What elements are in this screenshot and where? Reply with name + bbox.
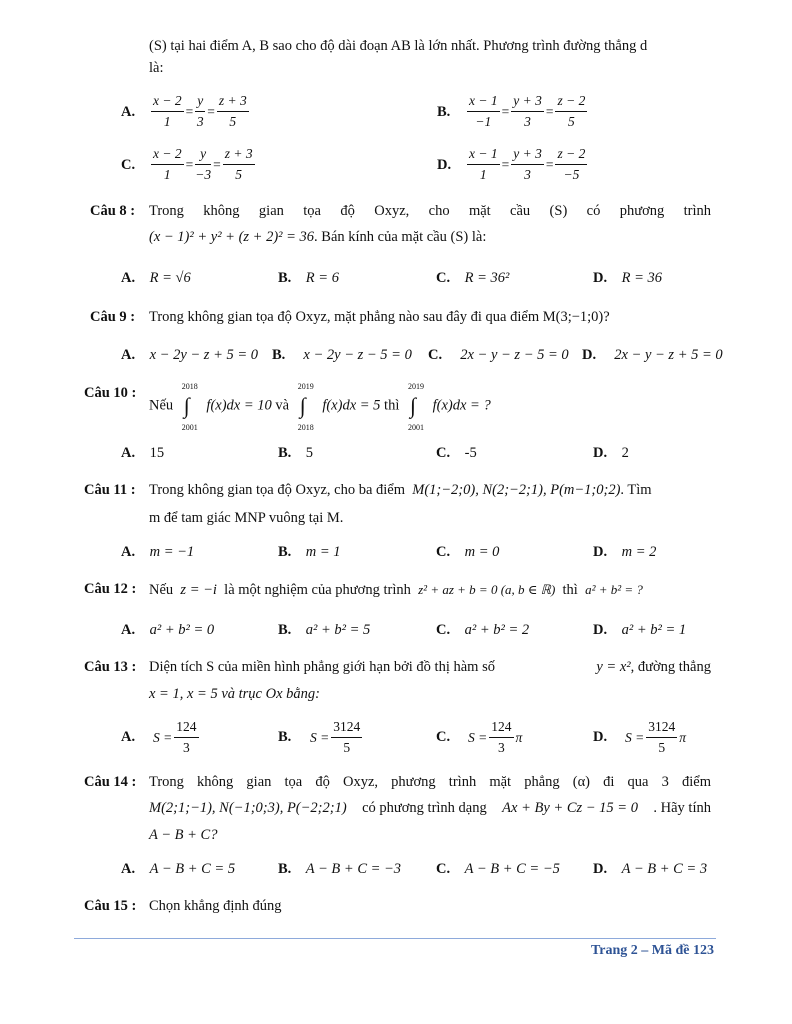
q8-text-line1: Trong không gian tọa độ Oxyz, cho mặt cầu (S) có phương trình — [149, 203, 711, 219]
q13-text-line1: Diện tích S của miền hình phẳng giới hạn bởi đồ thị hàm số y = x², đường thẳng — [149, 659, 711, 675]
q12-option-a[interactable]: A. a² + b² = 0 — [121, 622, 215, 638]
q11-option-b[interactable]: B. m = 1 — [278, 544, 341, 560]
q8-option-b[interactable]: B. R = 6 — [278, 270, 339, 286]
q14-text-line3: A − B + C? — [149, 827, 218, 843]
q13-number: Câu 13 : — [84, 659, 137, 675]
q14-text-line1: Trong không gian tọa độ Oxyz, phương trình mặt phẳng (α) đi qua 3 điểm — [149, 774, 711, 790]
q15-text: Chọn khẳng định đúng — [149, 898, 282, 914]
q9-option-d[interactable]: D. 2x − y − z + 5 = 0 — [582, 347, 723, 363]
q14-option-c[interactable]: C. A − B + C = −5 — [436, 861, 560, 877]
q11-number: Câu 11 : — [84, 482, 136, 498]
integral-sign-3: 2019 ∫ 2001 — [407, 382, 424, 432]
q14-option-d[interactable]: D. A − B + C = 3 — [593, 861, 708, 877]
q8-equation-rest: . Bán kính của mặt cầu (S) là: — [314, 229, 487, 245]
q10-option-d[interactable]: D. 2 — [593, 445, 629, 461]
q10-number: Câu 10 : — [84, 385, 137, 401]
q13-text-line2: x = 1, x = 5 và trục Ox bằng: — [149, 686, 320, 702]
q10-option-a[interactable]: A. 15 — [121, 445, 165, 461]
page-footer: Trang 2 – Mã đề 123 — [590, 943, 714, 958]
q9-number: Câu 9 : — [90, 309, 136, 325]
q11-option-a[interactable]: A. m = −1 — [121, 544, 195, 560]
q7-text-line2: là: — [149, 60, 164, 76]
q15-number: Câu 15 : — [84, 898, 137, 914]
integral-sign-2: 2019 ∫ 2018 — [297, 382, 314, 432]
q14-text-line2: M(2;1;−1), N(−1;0;3), P(−2;2;1) có phương trình dạng Ax + By + Cz − 15 = 0 . Hãy tính — [149, 800, 711, 816]
q12-option-b[interactable]: B. a² + b² = 5 — [278, 622, 371, 638]
q12-option-d[interactable]: D. a² + b² = 1 — [593, 622, 687, 638]
q8-option-d[interactable]: D. R = 36 — [593, 270, 663, 286]
q9-option-a[interactable]: A. x − 2y − z + 5 = 0 — [121, 347, 259, 363]
q8-equation: (x − 1)² + y² + (z + 2)² = 36 — [149, 229, 315, 245]
q9-text: Trong không gian tọa độ Oxyz, mặt phẳng nào sau đây đi qua điểm M(3;−1;0)? — [149, 309, 610, 325]
q12-text: Nếu z = −i là một nghiệm của phương trình z² + az + b = 0 (a, b ∈ ℝ) thì a² + b² = ? — [149, 582, 643, 598]
q10-option-b[interactable]: B. 5 — [278, 445, 314, 461]
q11-text-line1: Trong không gian tọa độ Oxyz, cho ba điểm M(1;−2;0), N(2;−2;1), P(m−1;0;2). Tìm — [149, 482, 652, 498]
q8-option-c[interactable]: C. R = 36² — [436, 270, 510, 286]
q7-text-line1: (S) tại hai điểm A, B sao cho độ dài đoạn AB là lớn nhất. Phương trình đường thẳng d — [149, 38, 648, 54]
q14-option-b[interactable]: B. A − B + C = −3 — [278, 861, 402, 877]
q9-option-b[interactable]: B. x − 2y − z − 5 = 0 — [272, 347, 412, 363]
q14-option-a[interactable]: A. A − B + C = 5 — [121, 861, 236, 877]
q9-option-c[interactable]: C. 2x − y − z − 5 = 0 — [428, 347, 569, 363]
q10-text: Nếu 2018 ∫ 2001 f(x)dx = 10 và 2019 ∫ 2018 f(x)dx = 5 thì 2019 ∫ 2001 f(x)dx = ? — [149, 382, 491, 432]
footer-divider — [74, 938, 716, 939]
integral-sign-1: 2018 ∫ 2001 — [181, 382, 198, 432]
q11-option-d[interactable]: D. m = 2 — [593, 544, 657, 560]
q14-number: Câu 14 : — [84, 774, 137, 790]
q8-text-line2 — [149, 229, 486, 246]
q12-number: Câu 12 : — [84, 581, 137, 597]
q10-option-c[interactable]: C. -5 — [436, 445, 477, 461]
q8-number: Câu 8 : — [90, 203, 136, 219]
q8-option-a[interactable]: A. R = √6 — [121, 270, 191, 286]
q11-text-line2: m để tam giác MNP vuông tại M. — [149, 510, 344, 526]
q11-option-c[interactable]: C. m = 0 — [436, 544, 500, 560]
q12-option-c[interactable]: C. a² + b² = 2 — [436, 622, 530, 638]
